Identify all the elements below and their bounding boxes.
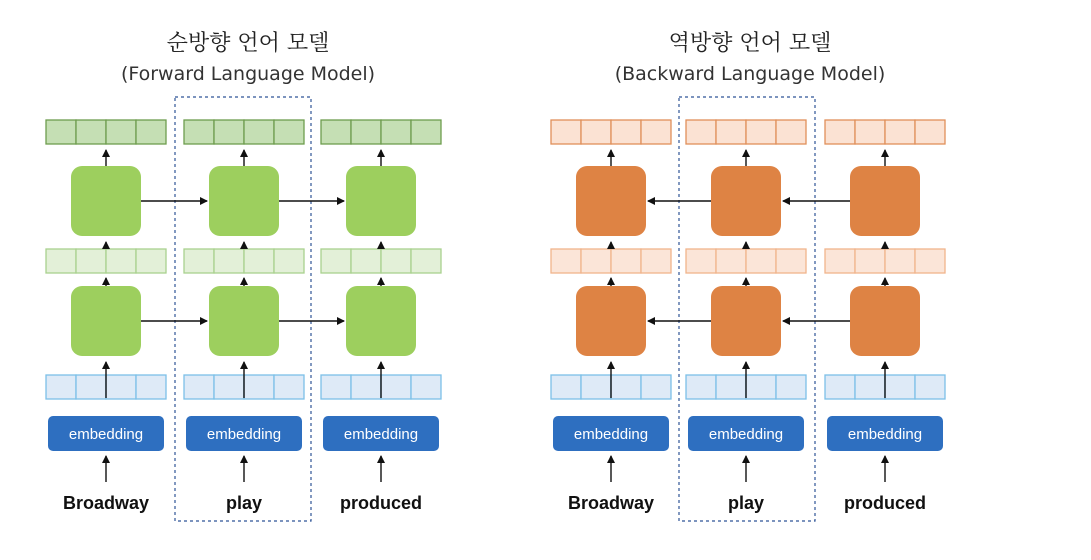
forward-hidden-vector-cell: [244, 249, 274, 273]
forward-hidden-vector-cell: [46, 249, 76, 273]
forward-embedding-vector-cell: [106, 375, 136, 399]
backward-hidden-vector-cell: [611, 249, 641, 273]
forward-hidden-vector-cell: [381, 249, 411, 273]
backward-rnn-cell-top: [576, 166, 646, 236]
backward-embedding-vector-cell: [611, 375, 641, 399]
forward-hidden-vector-cell: [351, 249, 381, 273]
forward-output-vector-cell: [184, 120, 214, 144]
forward-embedding-vector-cell: [46, 375, 76, 399]
backward-rnn-cell-top: [850, 166, 920, 236]
backward-hidden-vector-cell: [581, 249, 611, 273]
backward-model-panel: [551, 97, 945, 521]
backward-output-vector-cell: [716, 120, 746, 144]
forward-output-vector: [321, 120, 441, 144]
backward-output-vector-cell: [855, 120, 885, 144]
forward-hidden-vector: [46, 249, 166, 273]
forward-output-vector-cell: [214, 120, 244, 144]
backward-embedding-label: embedding: [708, 426, 784, 443]
backward-hidden-vector-cell: [641, 249, 671, 273]
forward-output-vector-cell: [351, 120, 381, 144]
backward-hidden-vector: [825, 249, 945, 273]
forward-embedding-vector-cell: [76, 375, 106, 399]
forward-input-word: produced: [339, 493, 423, 513]
backward-output-vector-cell: [776, 120, 806, 144]
forward-output-vector-cell: [411, 120, 441, 144]
forward-output-vector: [46, 120, 166, 144]
backward-output-vector: [551, 120, 671, 144]
forward-hidden-vector-cell: [76, 249, 106, 273]
forward-embedding-vector-cell: [184, 375, 214, 399]
forward-output-vector: [184, 120, 304, 144]
backward-rnn-cell-top: [711, 166, 781, 236]
forward-rnn-cell-bottom: [71, 286, 141, 356]
forward-rnn-cell-top: [346, 166, 416, 236]
backward-embedding-vector-cell: [716, 375, 746, 399]
backward-hidden-vector: [686, 249, 806, 273]
backward-output-vector-cell: [746, 120, 776, 144]
backward-embedding-vector-cell: [746, 375, 776, 399]
backward-output-vector: [825, 120, 945, 144]
forward-input-word: Broadway: [62, 493, 150, 513]
forward-hidden-vector-cell: [106, 249, 136, 273]
backward-hidden-vector-cell: [915, 249, 945, 273]
forward-embedding-vector-cell: [351, 375, 381, 399]
backward-embedding-vector-cell: [581, 375, 611, 399]
backward-embedding-vector-cell: [686, 375, 716, 399]
forward-output-vector-cell: [274, 120, 304, 144]
forward-hidden-vector-cell: [136, 249, 166, 273]
forward-hidden-vector-cell: [321, 249, 351, 273]
forward-output-vector-cell: [136, 120, 166, 144]
backward-input-word: produced: [843, 493, 927, 513]
backward-title: 역방향 언어 모델: [668, 31, 832, 56]
forward-hidden-vector-cell: [214, 249, 244, 273]
forward-embedding-vector-cell: [244, 375, 274, 399]
backward-embedding-vector-cell: [825, 375, 855, 399]
backward-hidden-vector-cell: [885, 249, 915, 273]
forward-subtitle: (Forward Language Model): [120, 63, 376, 85]
forward-embedding-vector-cell: [214, 375, 244, 399]
forward-hidden-vector-cell: [411, 249, 441, 273]
backward-output-vector-cell: [825, 120, 855, 144]
forward-output-vector-cell: [76, 120, 106, 144]
forward-embedding-vector-cell: [274, 375, 304, 399]
forward-embedding-label: embedding: [206, 426, 282, 443]
forward-rnn-cell-bottom: [346, 286, 416, 356]
forward-rnn-cell-bottom: [209, 286, 279, 356]
backward-output-vector-cell: [641, 120, 671, 144]
backward-input-word: play: [727, 493, 765, 513]
forward-title: 순방향 언어 모델: [166, 31, 330, 56]
forward-embedding-label: embedding: [68, 426, 144, 443]
forward-output-vector-cell: [46, 120, 76, 144]
forward-hidden-vector: [184, 249, 304, 273]
backward-hidden-vector-cell: [855, 249, 885, 273]
backward-output-vector: [686, 120, 806, 144]
forward-hidden-vector: [321, 249, 441, 273]
backward-rnn-cell-bottom: [576, 286, 646, 356]
backward-hidden-vector-cell: [686, 249, 716, 273]
forward-embedding-vector-cell: [381, 375, 411, 399]
forward-embedding-vector-cell: [136, 375, 166, 399]
forward-output-vector-cell: [381, 120, 411, 144]
backward-embedding-vector-cell: [855, 375, 885, 399]
backward-embedding-vector-cell: [551, 375, 581, 399]
backward-input-word: Broadway: [567, 493, 655, 513]
backward-hidden-vector-cell: [776, 249, 806, 273]
backward-embedding-vector-cell: [641, 375, 671, 399]
backward-output-vector-cell: [581, 120, 611, 144]
forward-rnn-cell-top: [209, 166, 279, 236]
forward-hidden-vector-cell: [274, 249, 304, 273]
backward-embedding-vector-cell: [915, 375, 945, 399]
forward-output-vector-cell: [244, 120, 274, 144]
forward-output-vector-cell: [321, 120, 351, 144]
backward-embedding-label: embedding: [573, 426, 649, 443]
forward-input-word: play: [225, 493, 263, 513]
backward-hidden-vector-cell: [551, 249, 581, 273]
forward-rnn-cell-top: [71, 166, 141, 236]
forward-output-vector-cell: [106, 120, 136, 144]
backward-hidden-vector: [551, 249, 671, 273]
backward-subtitle: (Backward Language Model): [614, 63, 886, 85]
forward-embedding-vector-cell: [411, 375, 441, 399]
forward-model-panel: [46, 97, 441, 521]
backward-hidden-vector-cell: [825, 249, 855, 273]
backward-hidden-vector-cell: [746, 249, 776, 273]
backward-output-vector-cell: [686, 120, 716, 144]
backward-output-vector-cell: [611, 120, 641, 144]
backward-output-vector-cell: [915, 120, 945, 144]
backward-embedding-label: embedding: [847, 426, 923, 443]
backward-rnn-cell-bottom: [711, 286, 781, 356]
forward-embedding-vector-cell: [321, 375, 351, 399]
forward-hidden-vector-cell: [184, 249, 214, 273]
backward-rnn-cell-bottom: [850, 286, 920, 356]
backward-output-vector-cell: [885, 120, 915, 144]
backward-hidden-vector-cell: [716, 249, 746, 273]
forward-embedding-label: embedding: [343, 426, 419, 443]
backward-output-vector-cell: [551, 120, 581, 144]
backward-embedding-vector-cell: [776, 375, 806, 399]
backward-embedding-vector-cell: [885, 375, 915, 399]
